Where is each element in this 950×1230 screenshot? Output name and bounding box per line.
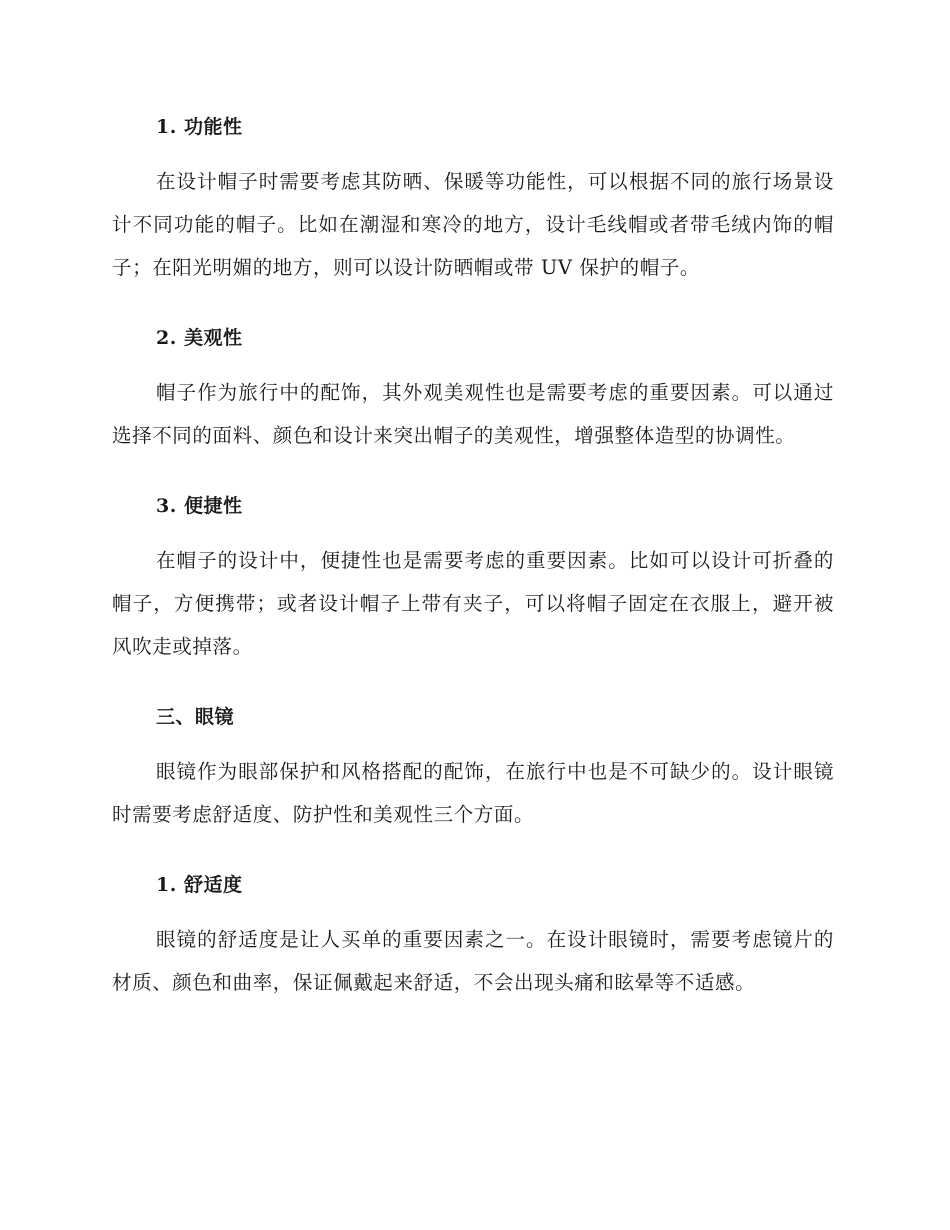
section-paragraph-aesthetics: 帽子作为旅行中的配饰，其外观美观性也是需要考虑的重要因素。可以通过选择不同的面料、颜色和设计来突出帽子的美观性，增强整体造型的协调性。 [112, 381, 834, 447]
section-paragraph-convenience: 在帽子的设计中，便捷性也是需要考虑的重要因素。比如可以设计可折叠的帽子，方便携带；或者设计帽子上带有夹子，可以将帽子固定在衣服上，避开被风吹走或掉落。 [112, 549, 834, 658]
section-heading-functionality: 1. 功能性 [156, 116, 243, 138]
section-heading-glasses: 三、眼镜 [156, 706, 235, 728]
document-body [112, 108, 834, 1034]
section-paragraph-glasses: 眼镜作为眼部保护和风格搭配的配饰，在旅行中也是不可缺少的。设计眼镜时需要考虑舒适度、防护性和美观性三个方面。 [112, 760, 834, 826]
section-heading-comfort: 1. 舒适度 [156, 874, 243, 896]
section-heading-aesthetics: 2. 美观性 [156, 327, 243, 349]
section-paragraph-functionality: 在设计帽子时需要考虑其防晒、保暖等功能性，可以根据不同的旅行场景设计不同功能的帽子。比如在潮湿和寒冷的地方，设计毛线帽或者带毛绒内饰的帽子；在阳光明媚的地方，则可以设计防晒帽或带 UV 保护的帽子。 [112, 170, 834, 279]
section-paragraph-comfort: 眼镜的舒适度是让人买单的重要因素之一。在设计眼镜时，需要考虑镜片的材质、颜色和曲率，保证佩戴起来舒适，不会出现头痛和眩晕等不适感。 [112, 928, 834, 994]
section-heading-convenience: 3. 便捷性 [156, 495, 243, 517]
